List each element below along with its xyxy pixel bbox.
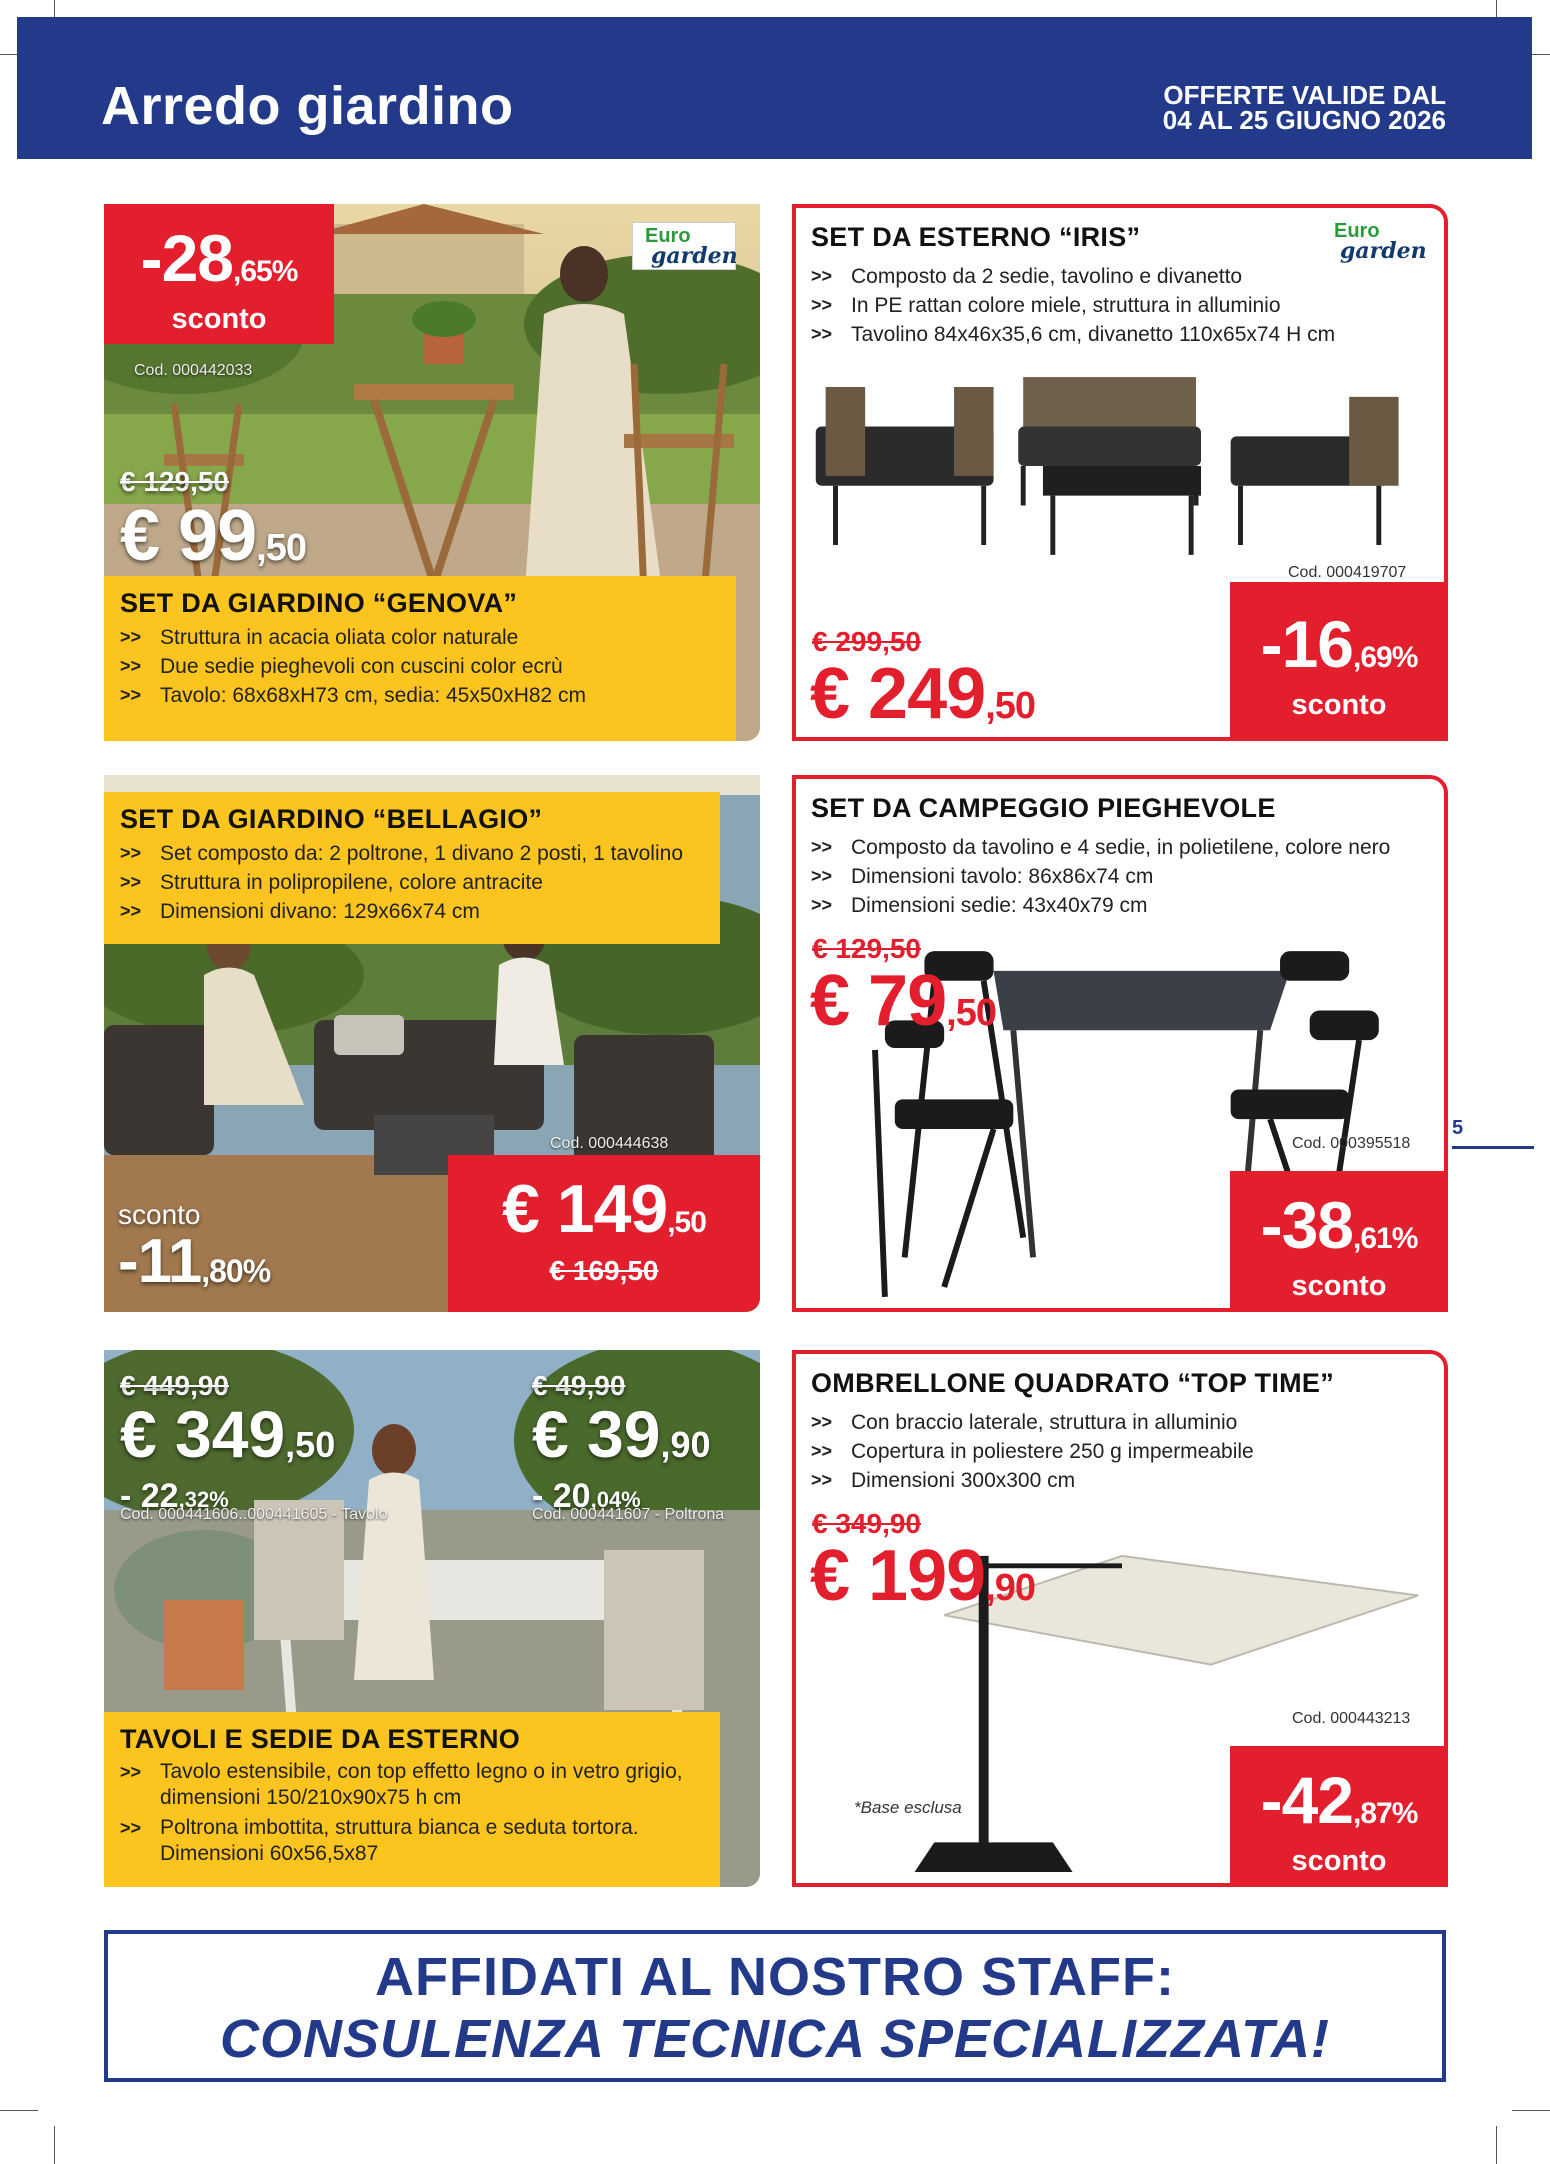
bellagio-title: SET DA GIARDINO “BELLAGIO” xyxy=(120,804,543,834)
bellagio-discount: sconto -11,80% xyxy=(118,1199,271,1296)
offer-validity xyxy=(1162,80,1446,135)
genova-product-code: Cod. 000442033 xyxy=(134,362,253,379)
feature-item: >> In PE rattan colore miele, struttura in alluminio xyxy=(811,291,1335,320)
chair-offer xyxy=(532,1370,711,1516)
campeggio-discount-tag: -38,61% sconto xyxy=(1230,1171,1448,1312)
toptime-old-price: € 349,90 xyxy=(812,1508,921,1539)
iris-price: € 249,50 xyxy=(810,654,1036,734)
product-card-genova[interactable] xyxy=(104,204,760,741)
genova-discount-value: -28 xyxy=(140,221,233,295)
eurogarden-logo: Euro garden xyxy=(1334,220,1427,264)
genova-old-price: € 129,50 xyxy=(120,466,229,497)
feature-item: >> Con braccio laterale, struttura in alluminio xyxy=(811,1408,1254,1437)
validity-line-1: OFFERTE VALIDE DAL xyxy=(1163,80,1446,110)
product-card-campeggio[interactable] xyxy=(792,775,1448,1312)
chair-price: € 39,90 xyxy=(532,1397,711,1471)
feature-item: >> Struttura in acacia oliata color naturale xyxy=(120,623,720,652)
genova-discount-label: sconto xyxy=(171,303,267,335)
staff-banner xyxy=(104,1930,1446,2082)
feature-item: >> Tavolo: 68x68xH73 cm, sedia: 45x50xH82 cm xyxy=(120,681,720,710)
tavoli-info-box xyxy=(104,1712,720,1887)
product-card-toptime[interactable] xyxy=(792,1350,1448,1887)
table-offer xyxy=(120,1370,335,1516)
toptime-note: *Base esclusa xyxy=(854,1798,962,1817)
chair-product-code: Cod. 000441607 - Poltrona xyxy=(532,1506,725,1523)
feature-item: >> Dimensioni divano: 129x66x74 cm xyxy=(120,897,704,926)
product-card-iris[interactable] xyxy=(792,204,1448,741)
feature-item: >> Composto da 2 sedie, tavolino e divanetto xyxy=(811,262,1335,291)
bellagio-features xyxy=(120,839,704,926)
iris-old-price: € 299,50 xyxy=(812,626,921,657)
bellagio-price-tag xyxy=(448,1155,760,1312)
iris-features xyxy=(811,262,1335,349)
iris-title: SET DA ESTERNO “IRIS” xyxy=(811,222,1141,252)
feature-item: >> Dimensioni sedie: 43x40x79 cm xyxy=(811,891,1390,920)
iris-discount-tag: -16,69% sconto xyxy=(1230,582,1448,741)
toptime-product-code: Cod. 000443213 xyxy=(1292,1710,1411,1727)
feature-item: >> Copertura in poliestere 250 g impermeabile xyxy=(811,1437,1254,1466)
toptime-title: OMBRELLONE QUADRATO “TOP TIME” xyxy=(811,1368,1335,1398)
genova-title: SET DA GIARDINO “GENOVA” xyxy=(120,588,518,618)
feature-item: >> Dimensioni tavolo: 86x86x74 cm xyxy=(811,862,1390,891)
genova-discount-tag xyxy=(104,204,334,344)
chair-discount: - 20,04% xyxy=(532,1477,641,1515)
eurogarden-logo: Euro garden xyxy=(632,222,736,270)
toptime-price: € 199,90 xyxy=(810,1536,1036,1616)
table-discount: - 22,32% xyxy=(120,1477,229,1515)
product-card-bellagio[interactable] xyxy=(104,775,760,1312)
bellagio-old-price: € 169,50 xyxy=(549,1255,659,1286)
genova-discount-decimals: ,65% xyxy=(233,255,298,288)
feature-item: >> Poltrona imbottita, struttura bianca e seduta tortora. Dimensioni 60x56,5x87 xyxy=(120,1815,704,1867)
toptime-features xyxy=(811,1408,1254,1495)
iris-product-code: Cod. 000419707 xyxy=(1288,564,1407,581)
page-title: Arredo giardino xyxy=(101,76,514,136)
page-header xyxy=(17,17,1532,159)
toptime-discount-tag: -42,87% sconto xyxy=(1230,1746,1448,1887)
chair-old-price: € 49,90 xyxy=(532,1370,626,1401)
table-price: € 349,50 xyxy=(120,1397,336,1471)
campeggio-product-code: Cod. 000395518 xyxy=(1292,1135,1411,1152)
product-card-tavoli[interactable] xyxy=(104,1350,760,1887)
feature-item: >> Set composto da: 2 poltrone, 1 divano 2 posti, 1 tavolino xyxy=(120,839,704,868)
table-product-code: Cod. 000441606..000441605 - Tavolo xyxy=(120,1506,388,1523)
banner-line-1: AFFIDATI AL NOSTRO STAFF: xyxy=(375,1947,1175,2007)
tavoli-title: TAVOLI E SEDIE DA ESTERNO xyxy=(120,1724,521,1754)
validity-line-2: 04 AL 25 GIUGNO 2026 xyxy=(1162,105,1446,135)
page-number-rule xyxy=(1452,1146,1534,1149)
banner-line-2: CONSULENZA TECNICA SPECIALIZZATA! xyxy=(220,2009,1330,2069)
feature-item: >> Struttura in polipropilene, colore antracite xyxy=(120,868,704,897)
bellagio-info-box xyxy=(104,792,720,944)
genova-features xyxy=(120,623,720,710)
iris-product-image xyxy=(796,356,1444,576)
page-number: 5 xyxy=(1452,1117,1464,1139)
feature-item: >> Due sedie pieghevoli con cuscini color ecrù xyxy=(120,652,720,681)
bellagio-product-code: Cod. 000444638 xyxy=(550,1135,669,1152)
genova-info-box xyxy=(104,576,736,741)
feature-item: >> Dimensioni 300x300 cm xyxy=(811,1466,1254,1495)
genova-price: € 99,50 xyxy=(120,496,306,576)
feature-item: >> Tavolino 84x46x35,6 cm, divanetto 110x65x74 H cm xyxy=(811,320,1335,349)
tavoli-features xyxy=(120,1759,704,1867)
campeggio-title: SET DA CAMPEGGIO PIEGHEVOLE xyxy=(811,793,1276,823)
feature-item: >> Tavolo estensibile, con top effetto legno o in vetro grigio, dimensioni 150/210x90x75 h cm xyxy=(120,1759,704,1811)
campeggio-old-price: € 129,50 xyxy=(812,933,921,964)
table-old-price: € 449,90 xyxy=(120,1370,229,1401)
campeggio-price: € 79,50 xyxy=(810,961,996,1041)
feature-item: >> Composto da tavolino e 4 sedie, in polietilene, colore nero xyxy=(811,833,1390,862)
campeggio-features xyxy=(811,833,1390,920)
bellagio-price: € 149,50 xyxy=(502,1171,706,1247)
